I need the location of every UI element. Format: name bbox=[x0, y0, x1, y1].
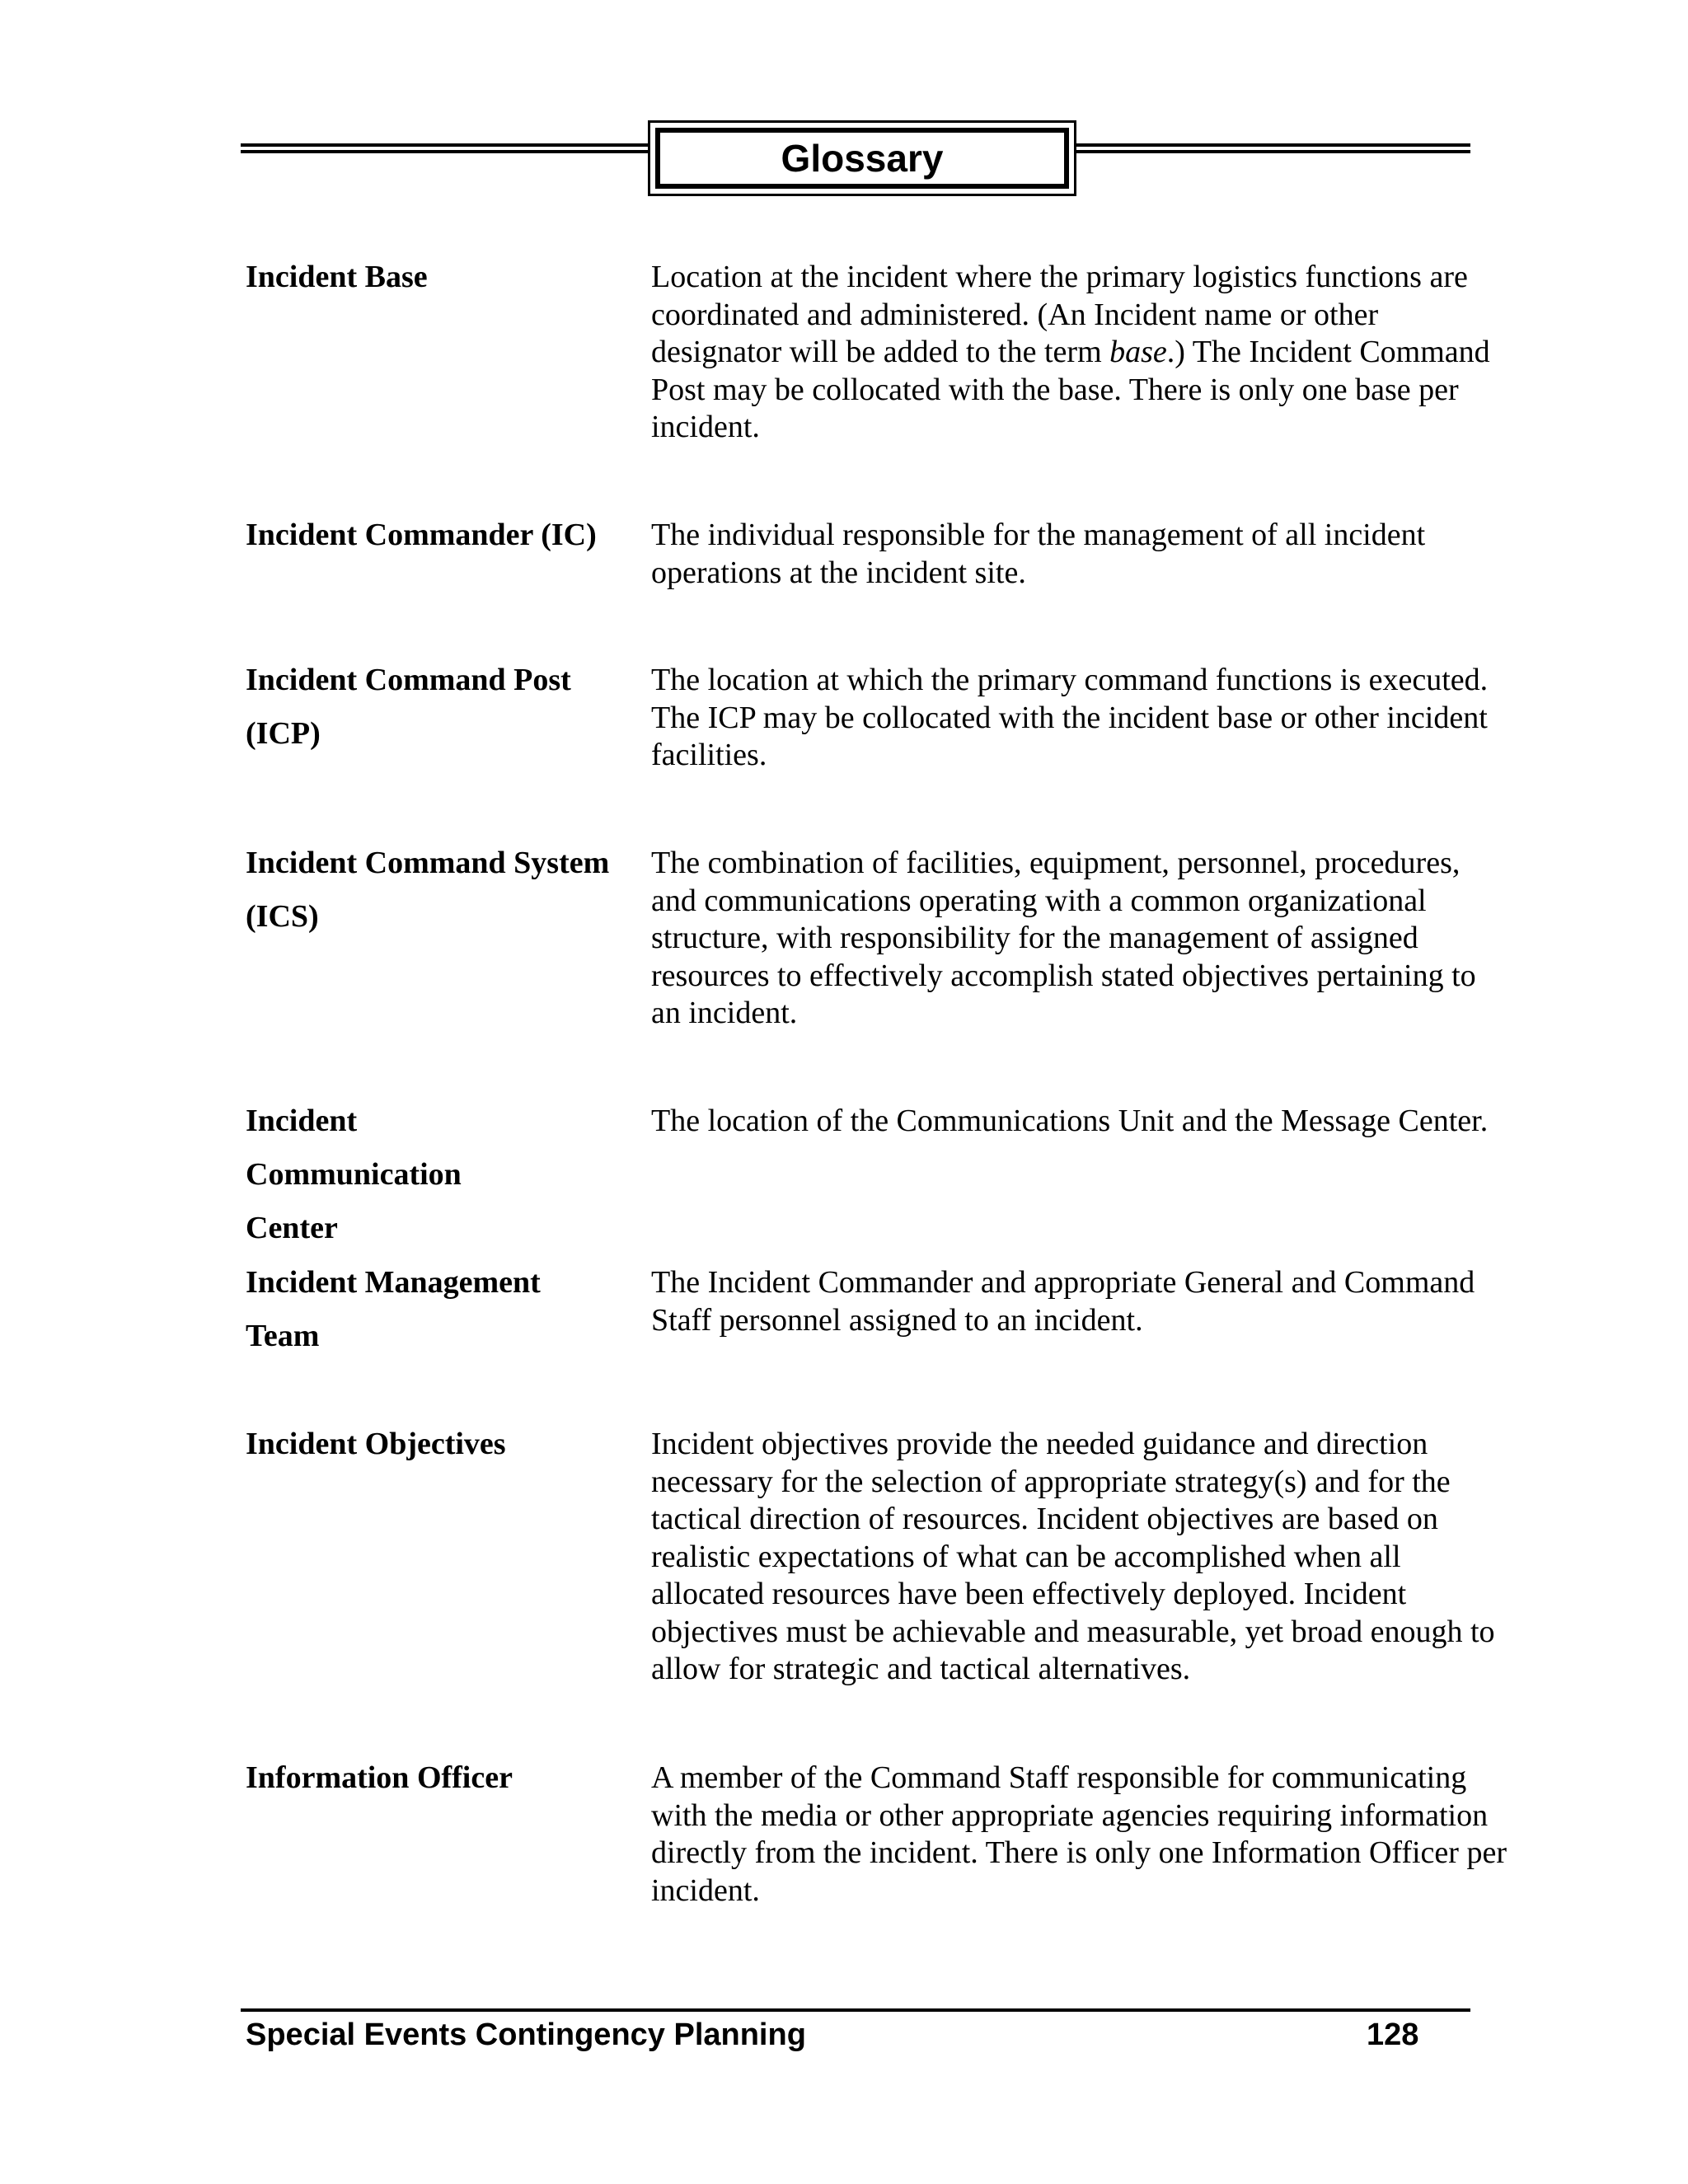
glossary-definition: The location at which the primary command functions is executed. The ICP may be collocated with the incident base or other incident facilities. bbox=[651, 663, 1489, 772]
glossary-definition: The location of the Communications Unit and the Message Center. bbox=[651, 1104, 1489, 1138]
definition-italic-term: base bbox=[1109, 335, 1167, 369]
glossary-definition: The Incident Commander and appropriate General and Command Staff personnel assigned to an incident. bbox=[651, 1265, 1475, 1338]
definition-text: Location at the incident where the primary logistics functions are coordinated and administered. (An Incident name or other designator will be added to the term bbox=[651, 260, 1468, 369]
glossary-term: Incident Communication Center bbox=[246, 1104, 462, 1245]
glossary-term: Incident Commander (IC) bbox=[246, 518, 597, 552]
glossary-term: Incident Objectives bbox=[246, 1427, 506, 1461]
glossary-term: Incident Command System (ICS) bbox=[246, 846, 610, 934]
glossary-term: Incident Command Post (ICP) bbox=[246, 663, 571, 751]
glossary-definition: The individual responsible for the management of all incident operations at the incident site. bbox=[651, 518, 1426, 590]
footer-rule bbox=[241, 2008, 1470, 2012]
title-box bbox=[648, 120, 1076, 196]
glossary-term: Incident Base bbox=[246, 260, 428, 294]
glossary-definition: Incident objectives provide the needed guidance and direction necessary for the selection of appropriate strategy(s) and for the tactical direction of resources. Incident objectives are based on realistic expectations of what can be accomplished when all allocated resources have been effectively deployed. Incident objectives must be achievable and measurable, yet broad enough to allow for strategic and tactical alternatives. bbox=[651, 1427, 1495, 1686]
page-number: 128 bbox=[1367, 2018, 1419, 2052]
glossary-definition bbox=[651, 259, 1508, 447]
glossary-definition: The combination of facilities, equipment, personnel, procedures, and communications operating with a common organizational structure, with responsibility for the management of assigned resources to effectively accomplish stated objectives pertaining to an incident. bbox=[651, 846, 1476, 1030]
footer-title: Special Events Contingency Planning bbox=[246, 2018, 806, 2052]
definition-text: .) The Incident Command Post may be collocated with the base. There is only one base per incident. bbox=[651, 335, 1490, 444]
glossary-term: Information Officer bbox=[246, 1760, 513, 1795]
glossary-definition: A member of the Command Staff responsible for communicating with the media or other appropriate agencies requiring information directly from the incident. There is only one Information Officer per incident. bbox=[651, 1760, 1507, 1908]
page-title: Glossary bbox=[655, 128, 1069, 189]
glossary-term: Incident Management Team bbox=[246, 1265, 541, 1353]
